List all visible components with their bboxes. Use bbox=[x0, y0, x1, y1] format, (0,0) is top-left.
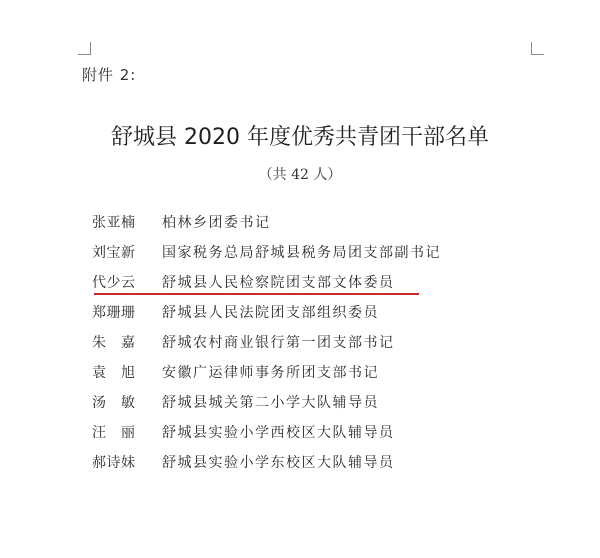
honoree-role: 舒城县实验小学东校区大队辅导员 bbox=[162, 455, 395, 471]
honoree-name: 郝诗妹 bbox=[92, 455, 136, 471]
honoree-name: 朱 嘉 bbox=[92, 335, 136, 351]
honoree-name: 郑珊珊 bbox=[92, 305, 136, 321]
honoree-row bbox=[92, 418, 441, 448]
honoree-role: 安徽广运律师事务所团支部书记 bbox=[162, 365, 379, 381]
attachment-label: 附件 2: bbox=[82, 66, 137, 84]
page-corner-mark-left bbox=[78, 42, 91, 55]
page-corner-mark-right bbox=[531, 42, 544, 55]
honoree-name: 汪 丽 bbox=[92, 425, 136, 441]
honoree-row bbox=[92, 238, 441, 268]
honoree-row bbox=[92, 298, 441, 328]
honoree-name: 汤 敏 bbox=[92, 395, 136, 411]
total-count: （共 42 人） bbox=[258, 167, 342, 183]
honoree-row bbox=[92, 358, 441, 388]
honoree-row bbox=[92, 328, 441, 358]
highlight-underline bbox=[94, 293, 419, 295]
honoree-role: 舒城农村商业银行第一团支部书记 bbox=[162, 335, 395, 351]
honoree-role: 柏林乡团委书记 bbox=[162, 215, 271, 231]
honoree-name: 张亚楠 bbox=[92, 215, 136, 231]
honoree-role: 舒城县人民法院团支部组织委员 bbox=[162, 305, 379, 321]
honoree-row bbox=[92, 208, 441, 238]
honoree-row bbox=[92, 388, 441, 418]
honoree-name: 代少云 bbox=[92, 275, 136, 291]
document-title: 舒城县 2020 年度优秀共青团干部名单 bbox=[111, 125, 489, 150]
honoree-list bbox=[92, 208, 441, 478]
honoree-name: 袁 旭 bbox=[92, 365, 136, 381]
honoree-role: 舒城县人民检察院团支部文体委员 bbox=[162, 275, 395, 291]
honoree-row bbox=[92, 448, 441, 478]
honoree-role: 舒城县城关第二小学大队辅导员 bbox=[162, 395, 379, 411]
honoree-role: 舒城县实验小学西校区大队辅导员 bbox=[162, 425, 395, 441]
honoree-role: 国家税务总局舒城县税务局团支部副书记 bbox=[162, 245, 441, 261]
honoree-name: 刘宝新 bbox=[92, 245, 136, 261]
